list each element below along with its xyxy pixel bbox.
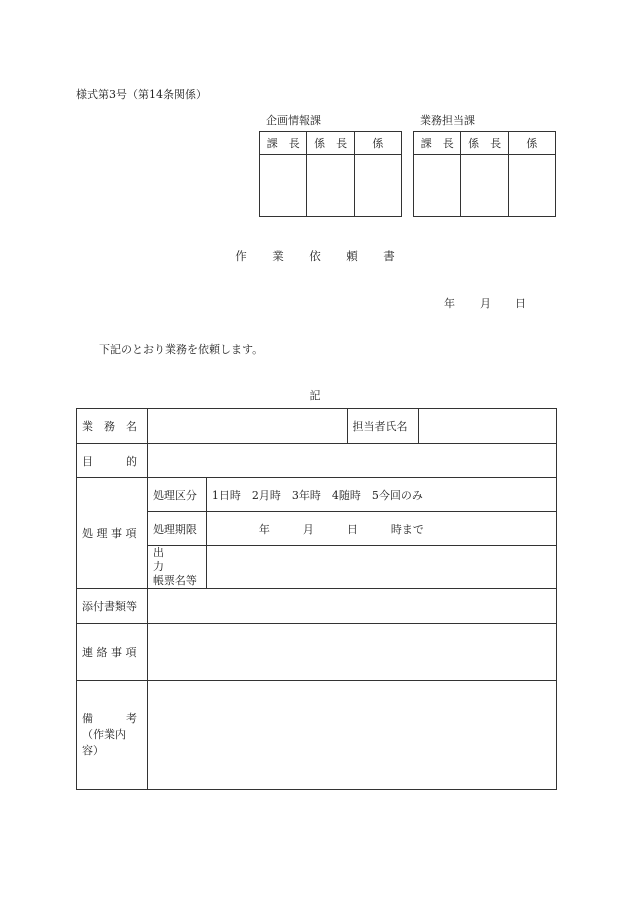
approval-group-2-title: 業務担当課 [420, 114, 475, 127]
approval-2-staff-stamp-box[interactable] [508, 155, 555, 217]
person-in-charge-field[interactable] [419, 409, 557, 444]
table-row [77, 478, 557, 512]
processing-category-label: 処理区分 [147, 478, 206, 512]
approval-1-subchief-label: 係 長 [307, 132, 354, 155]
person-in-charge-label: 担当者氏名 [347, 409, 419, 444]
table-row [77, 546, 557, 589]
date-day-label: 日 [515, 297, 526, 310]
processing-category-options[interactable]: 1日時 2月時 3年時 4随時 5今回のみ [206, 478, 556, 512]
business-name-label: 業 務 名 [77, 409, 148, 444]
approval-1-staff-label: 係 [354, 132, 401, 155]
output-label-line1: 出 力 [152, 546, 197, 573]
output-form-label [147, 546, 206, 589]
date-month-label: 月 [480, 297, 491, 310]
form-number: 様式第3号（第14条関係） [76, 88, 207, 101]
approval-2-subchief-stamp-box[interactable] [461, 155, 508, 217]
title-char: 書 [383, 249, 395, 263]
deadline-label: 処理期限 [147, 512, 206, 546]
table-row [77, 409, 557, 444]
remarks-field[interactable] [147, 681, 556, 790]
contact-label: 連 絡 事 項 [77, 624, 148, 681]
table-row [77, 681, 557, 790]
attachments-label: 添付書類等 [77, 589, 148, 624]
approval-2-subchief-label: 係 長 [461, 132, 508, 155]
table-row [77, 444, 557, 478]
date-year-label: 年 [444, 297, 455, 310]
table-row [77, 589, 557, 624]
remarks-label: 備 考 [82, 712, 137, 725]
approval-1-subchief-stamp-box[interactable] [307, 155, 354, 217]
title-char: 業 [272, 249, 284, 263]
request-form-table [76, 408, 557, 790]
remarks-label-cell [77, 681, 148, 790]
table-row [77, 512, 557, 546]
title-char: 依 [309, 249, 321, 263]
approval-table-1 [259, 131, 402, 217]
approval-1-chief-label: 課 長 [260, 132, 307, 155]
remarks-sub-label: （作業内容） [82, 728, 126, 757]
intro-text: 下記のとおり業務を依頼します。 [99, 343, 264, 356]
attachments-field[interactable] [147, 589, 556, 624]
title-char: 頼 [346, 249, 358, 263]
title-char: 作 [235, 249, 247, 263]
approval-1-chief-stamp-box[interactable] [260, 155, 307, 217]
output-label-line2: 帳票名等 [152, 574, 197, 587]
approval-1-staff-stamp-box[interactable] [354, 155, 401, 217]
output-form-field[interactable] [206, 546, 556, 589]
approval-group-1-title: 企画情報課 [266, 114, 321, 127]
approval-2-chief-label: 課 長 [414, 132, 461, 155]
table-row [77, 624, 557, 681]
approval-2-chief-stamp-box[interactable] [414, 155, 461, 217]
ki-heading: 記 [309, 389, 321, 402]
purpose-field[interactable] [147, 444, 556, 478]
purpose-label: 目 的 [77, 444, 148, 478]
contact-field[interactable] [147, 624, 556, 681]
document-title [0, 248, 630, 264]
business-name-field[interactable] [147, 409, 347, 444]
deadline-field[interactable]: 年 月 日 時まで [206, 512, 556, 546]
processing-items-label: 処 理 事 項 [77, 478, 148, 589]
approval-table-2 [413, 131, 556, 217]
approval-2-staff-label: 係 [508, 132, 555, 155]
